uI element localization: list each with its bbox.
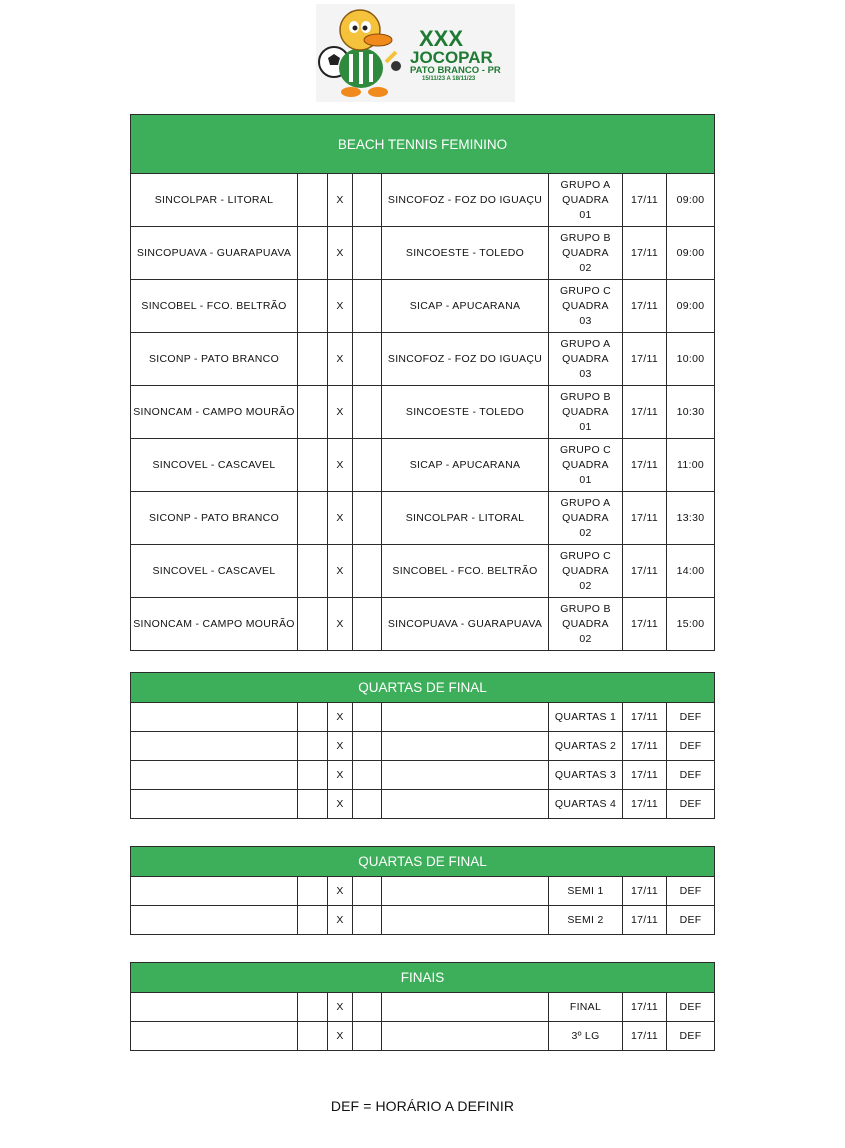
quarterfinals-table: [130, 672, 715, 819]
court-label: QUADRA: [562, 299, 609, 312]
stage-cell: FINAL: [549, 993, 623, 1022]
table-row: [131, 545, 715, 598]
team2-cell: [382, 877, 549, 906]
versus-cell: X: [328, 439, 353, 492]
score1-cell: [298, 333, 328, 386]
team2-cell: SINCOBEL - FCO. BELTRÃO: [382, 545, 549, 598]
event-logo: [316, 4, 515, 102]
team2-cell: [382, 906, 549, 935]
versus-cell: X: [328, 877, 353, 906]
court-cell: [549, 174, 623, 227]
table-header: FINAIS: [131, 963, 715, 993]
team1-cell: [131, 1022, 298, 1051]
versus-cell: X: [328, 790, 353, 819]
score1-cell: [298, 492, 328, 545]
table-row: [131, 993, 715, 1022]
court-number: 02: [579, 526, 592, 539]
score2-cell: [353, 333, 382, 386]
score1-cell: [298, 386, 328, 439]
time-cell: 09:00: [667, 280, 715, 333]
team2-cell: [382, 703, 549, 732]
date-cell: 17/11: [623, 1022, 667, 1051]
team2-cell: SINCOFOZ - FOZ DO IGUAÇU: [382, 174, 549, 227]
court-cell: [549, 439, 623, 492]
date-cell: 17/11: [623, 906, 667, 935]
date-cell: 17/11: [623, 386, 667, 439]
table-header: BEACH TENNIS FEMININO: [131, 115, 715, 174]
versus-cell: X: [328, 703, 353, 732]
court-number: 02: [579, 632, 592, 645]
group-label: GRUPO B: [560, 602, 611, 615]
stage-cell: SEMI 1: [549, 877, 623, 906]
court-label: QUADRA: [562, 352, 609, 365]
time-cell: 14:00: [667, 545, 715, 598]
date-cell: 17/11: [623, 993, 667, 1022]
team2-cell: SINCOLPAR - LITORAL: [382, 492, 549, 545]
court-number: 02: [579, 579, 592, 592]
team2-cell: SINCOFOZ - FOZ DO IGUAÇU: [382, 333, 549, 386]
table-row: [131, 732, 715, 761]
score2-cell: [353, 439, 382, 492]
group-label: GRUPO A: [560, 496, 611, 509]
court-cell: [549, 598, 623, 651]
time-cell: DEF: [667, 790, 715, 819]
finals-table: [130, 962, 715, 1051]
table-row: [131, 227, 715, 280]
semifinals-table: [130, 846, 715, 935]
court-cell: [549, 227, 623, 280]
team2-cell: [382, 732, 549, 761]
court-label: QUADRA: [562, 617, 609, 630]
date-cell: 17/11: [623, 598, 667, 651]
score2-cell: [353, 790, 382, 819]
date-cell: 17/11: [623, 280, 667, 333]
time-cell: DEF: [667, 732, 715, 761]
score1-cell: [298, 227, 328, 280]
court-number: 01: [579, 473, 592, 486]
versus-cell: X: [328, 280, 353, 333]
versus-cell: X: [328, 906, 353, 935]
time-cell: 10:30: [667, 386, 715, 439]
court-cell: [549, 333, 623, 386]
court-label: QUADRA: [562, 405, 609, 418]
team1-cell: SINONCAM - CAMPO MOURÃO: [131, 598, 298, 651]
court-number: 03: [579, 314, 592, 327]
versus-cell: X: [328, 333, 353, 386]
team1-cell: SINCOVEL - CASCAVEL: [131, 439, 298, 492]
versus-cell: X: [328, 1022, 353, 1051]
versus-cell: X: [328, 993, 353, 1022]
score1-cell: [298, 545, 328, 598]
time-cell: 09:00: [667, 174, 715, 227]
score2-cell: [353, 174, 382, 227]
date-cell: 17/11: [623, 227, 667, 280]
score2-cell: [353, 227, 382, 280]
group-label: GRUPO B: [560, 231, 611, 244]
group-label: GRUPO A: [560, 337, 611, 350]
group-label: GRUPO B: [560, 390, 611, 403]
court-cell: [549, 386, 623, 439]
logo-location: PATO BRANCO - PR: [410, 65, 501, 76]
time-cell: 09:00: [667, 227, 715, 280]
score1-cell: [298, 761, 328, 790]
footnote: DEF = HORÁRIO A DEFINIR: [330, 1098, 515, 1114]
table-row: [131, 174, 715, 227]
date-cell: 17/11: [623, 703, 667, 732]
logo-dates: 15/11/23 A 18/11/23: [422, 76, 476, 82]
team1-cell: SINCOVEL - CASCAVEL: [131, 545, 298, 598]
time-cell: 15:00: [667, 598, 715, 651]
score1-cell: [298, 732, 328, 761]
time-cell: DEF: [667, 906, 715, 935]
team1-cell: SICONP - PATO BRANCO: [131, 492, 298, 545]
group-label: GRUPO A: [560, 178, 611, 191]
table-header: QUARTAS DE FINAL: [131, 847, 715, 877]
date-cell: 17/11: [623, 790, 667, 819]
stage-cell: QUARTAS 2: [549, 732, 623, 761]
versus-cell: X: [328, 732, 353, 761]
table-row: [131, 439, 715, 492]
score1-cell: [298, 993, 328, 1022]
court-number: 01: [579, 420, 592, 433]
team2-cell: [382, 993, 549, 1022]
court-number: 02: [579, 261, 592, 274]
table-row: [131, 386, 715, 439]
team2-cell: [382, 1022, 549, 1051]
date-cell: 17/11: [623, 761, 667, 790]
score1-cell: [298, 598, 328, 651]
team1-cell: [131, 732, 298, 761]
table-row: [131, 333, 715, 386]
score1-cell: [298, 906, 328, 935]
court-cell: [549, 492, 623, 545]
team1-cell: [131, 761, 298, 790]
versus-cell: X: [328, 598, 353, 651]
group-label: GRUPO C: [559, 549, 612, 562]
score1-cell: [298, 877, 328, 906]
time-cell: DEF: [667, 703, 715, 732]
team1-cell: SINONCAM - CAMPO MOURÃO: [131, 386, 298, 439]
stage-cell: SEMI 2: [549, 906, 623, 935]
table-row: [131, 1022, 715, 1051]
team2-cell: SINCOPUAVA - GUARAPUAVA: [382, 598, 549, 651]
logo-subtitle: JOCOPAR: [410, 48, 493, 67]
stage-cell: QUARTAS 1: [549, 703, 623, 732]
court-label: QUADRA: [562, 193, 609, 206]
time-cell: 11:00: [667, 439, 715, 492]
team1-cell: [131, 790, 298, 819]
stage-cell: QUARTAS 3: [549, 761, 623, 790]
date-cell: 17/11: [623, 333, 667, 386]
score1-cell: [298, 280, 328, 333]
score2-cell: [353, 906, 382, 935]
team1-cell: SICONP - PATO BRANCO: [131, 333, 298, 386]
time-cell: DEF: [667, 993, 715, 1022]
score2-cell: [353, 1022, 382, 1051]
score2-cell: [353, 993, 382, 1022]
team1-cell: SINCOLPAR - LITORAL: [131, 174, 298, 227]
group-label: GRUPO C: [559, 443, 612, 456]
logo-title: XXX: [418, 26, 464, 51]
team1-cell: SINCOPUAVA - GUARAPUAVA: [131, 227, 298, 280]
court-label: QUADRA: [562, 511, 609, 524]
table-row: [131, 790, 715, 819]
table-row: [131, 761, 715, 790]
team2-cell: [382, 790, 549, 819]
stage-cell: QUARTAS 4: [549, 790, 623, 819]
score2-cell: [353, 761, 382, 790]
court-label: QUADRA: [562, 246, 609, 259]
score2-cell: [353, 492, 382, 545]
score2-cell: [353, 703, 382, 732]
team1-cell: [131, 877, 298, 906]
table-row: [131, 598, 715, 651]
score1-cell: [298, 790, 328, 819]
group-label: GRUPO C: [559, 284, 612, 297]
time-cell: 10:00: [667, 333, 715, 386]
table-row: [131, 280, 715, 333]
score2-cell: [353, 598, 382, 651]
court-cell: [549, 280, 623, 333]
stage-cell: 3º LG: [549, 1022, 623, 1051]
court-cell: [549, 545, 623, 598]
court-number: 03: [579, 367, 592, 380]
versus-cell: X: [328, 386, 353, 439]
date-cell: 17/11: [623, 492, 667, 545]
score1-cell: [298, 439, 328, 492]
score2-cell: [353, 732, 382, 761]
team2-cell: [382, 761, 549, 790]
team2-cell: SICAP - APUCARANA: [382, 439, 549, 492]
time-cell: DEF: [667, 761, 715, 790]
time-cell: DEF: [667, 877, 715, 906]
team1-cell: SINCOBEL - FCO. BELTRÃO: [131, 280, 298, 333]
score2-cell: [353, 545, 382, 598]
table-row: [131, 492, 715, 545]
versus-cell: X: [328, 545, 353, 598]
score2-cell: [353, 386, 382, 439]
date-cell: 17/11: [623, 545, 667, 598]
table-header: QUARTAS DE FINAL: [131, 673, 715, 703]
date-cell: 17/11: [623, 174, 667, 227]
score2-cell: [353, 280, 382, 333]
team2-cell: SINCOESTE - TOLEDO: [382, 386, 549, 439]
score1-cell: [298, 174, 328, 227]
versus-cell: X: [328, 227, 353, 280]
team2-cell: SINCOESTE - TOLEDO: [382, 227, 549, 280]
team1-cell: [131, 906, 298, 935]
team1-cell: [131, 993, 298, 1022]
court-number: 01: [579, 208, 592, 221]
table-row: [131, 703, 715, 732]
date-cell: 17/11: [623, 877, 667, 906]
time-cell: 13:30: [667, 492, 715, 545]
table-row: [131, 906, 715, 935]
court-label: QUADRA: [562, 458, 609, 471]
group-stage-table: [130, 114, 715, 651]
team2-cell: SICAP - APUCARANA: [382, 280, 549, 333]
table-row: [131, 877, 715, 906]
date-cell: 17/11: [623, 439, 667, 492]
date-cell: 17/11: [623, 732, 667, 761]
score1-cell: [298, 703, 328, 732]
court-label: QUADRA: [562, 564, 609, 577]
score1-cell: [298, 1022, 328, 1051]
versus-cell: X: [328, 761, 353, 790]
score2-cell: [353, 877, 382, 906]
versus-cell: X: [328, 492, 353, 545]
versus-cell: X: [328, 174, 353, 227]
team1-cell: [131, 703, 298, 732]
time-cell: DEF: [667, 1022, 715, 1051]
